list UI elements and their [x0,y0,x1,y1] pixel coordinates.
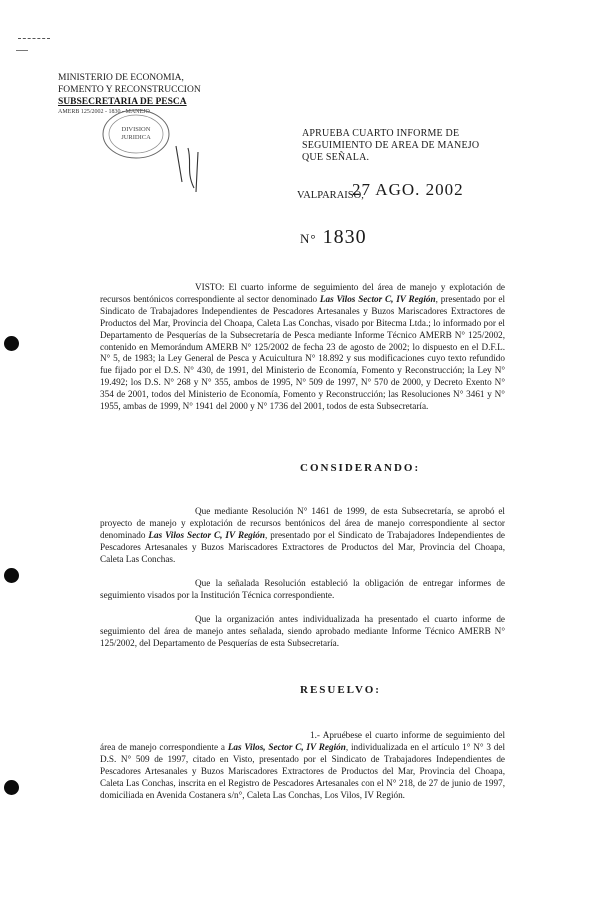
visto-text: VISTO: El cuarto informe de seguimiento del área de manejo y explotación de recursos bentónicos correspondiente al sector denominado [100,282,505,304]
resuelvo-sector: Las Vilos, Sector C, IV Región [227,741,346,752]
considerando-heading: CONSIDERANDO: [300,462,421,474]
considerando-text: Que mediante Resolución N° 1461 de 1999, de esta Subsecretaría, se aprobó el proyecto de manejo y explotación de recursos bentónicos del área de manejo correspondiente al sector denominado [100,506,505,540]
letterhead-reference: AMERB 125/2002 - 1830 - MANEJO [58,109,150,115]
considerando-sector: Las Vilos Sector C, IV Región [148,529,266,540]
stamp-line: JURIDICA [121,134,151,141]
visto-sector: Las Vilos Sector C, IV Región [319,293,436,304]
scan-mark [16,50,28,51]
resolution-number [300,226,367,249]
considerando-text-2: , presentado por el Sindicato de Trabajadores Independientes de Pescadores Artesanales y Buzos Mariscadores Extractores de Productos del Mar, Provincia del Choapa, Caleta Las Conchas. [100,529,505,564]
visto-paragraph [100,282,505,413]
letterhead-ministry-2: FOMENTO Y RECONSTRUCCION [58,85,201,95]
place-label: VALPARAISO, [297,190,364,201]
resuelvo-text-2: , individualizada en el artículo 1° N° 3 del D.S. N° 509 de 1997, citado en Visto, presentado por el Sindicato de Trabajadores Independientes de Pescadores Artesanales y Buzos Mariscadores Extractores de Productos del Mar, Provincia del Choapa, Caleta Las Conchas, inscrita en el Registro de Pescadores Artesanales con el N° 218, de 27 de junio de 1997, domiciliada en Avenida Costanera s/n°, Caleta Las Conchas, Los Vilos, IV Región. [100,741,506,800]
resuelvo-1 [100,730,505,801]
considerando-1 [100,506,505,566]
letterhead-ministry: MINISTERIO DE ECONOMIA, [58,73,184,83]
date-stamp: 27 AGO. 2002 [352,180,464,199]
stamp [116,126,156,142]
resuelvo-heading: RESUELVO: [300,684,381,696]
number-prefix: N° [300,231,317,246]
considerando-2: Que la señalada Resolución estableció la obligación de entregar informes de seguimiento visados por la Institución Técnica correspondiente. [100,578,505,600]
letterhead-subsecretaria: SUBSECRETARIA DE PESCA [58,97,187,107]
punch-hole-icon [4,336,19,351]
scan-mark [18,38,50,41]
punch-hole-icon [4,780,19,795]
signature-scribble-icon [168,142,208,197]
resuelvo-text: 1.- Apruébese el cuarto informe de seguimiento del área de manejo correspondiente a [100,730,505,752]
considerando-3: Que la organización antes individualizada ha presentado el cuarto informe de seguimiento del área de manejo antes señalada, siendo aprobado mediante Informe Técnico AMERB N° 125/2002, del Departamento de Pesquerías de esta Subsecretaría. [100,614,505,648]
stamp-line: DIVISION [121,126,151,133]
resolution-number-value: 1830 [322,226,367,248]
visto-text-2: , presentado por el Sindicato de Trabajadores Independientes de Pescadores Artesanales y Buzos Mariscadores Extractores de Productos del Mar, Provincia del Choapa, Caleta Las Conchas, visado por Bitecma Ltda.; lo informado por el Departamento de Pesquerías de la Subsecretaría de Pesca mediante Informe Técnico AMERB N° 125/2002, contenido en Memorándum AMERB N° 125/2002 de fecha 23 de agosto de 2002; lo dispuesto en el D.F.L. N° 5, de 1983; la Ley General de Pesca y Acuicultura N° 18.892 y sus modificaciones cuyo texto refundido fue fijado por el D.S. N° 430, de 1991, del Ministerio de Economía, Fomento y Reconstrucción; la Ley N° 19.492; los D.S. N° 268 y N° 355, ambos de 1995, N° 509 de 1997, N° 570 de 2000, y Decreto Exento N° 354 de 2001, todos del Ministerio de Economía, Fomento y Reconstrucción; las Resoluciones N° 3461 y N° 1955, ambas de 1999, N° 1941 del 2000 y N° 1736 del 2001, todos de esta Subsecretaría. [100,293,505,412]
subject: APRUEBA CUARTO INFORME DE SEGUIMIENTO DE AREA DE MANEJO QUE SEÑALA. [302,128,480,163]
punch-hole-icon [4,568,19,583]
